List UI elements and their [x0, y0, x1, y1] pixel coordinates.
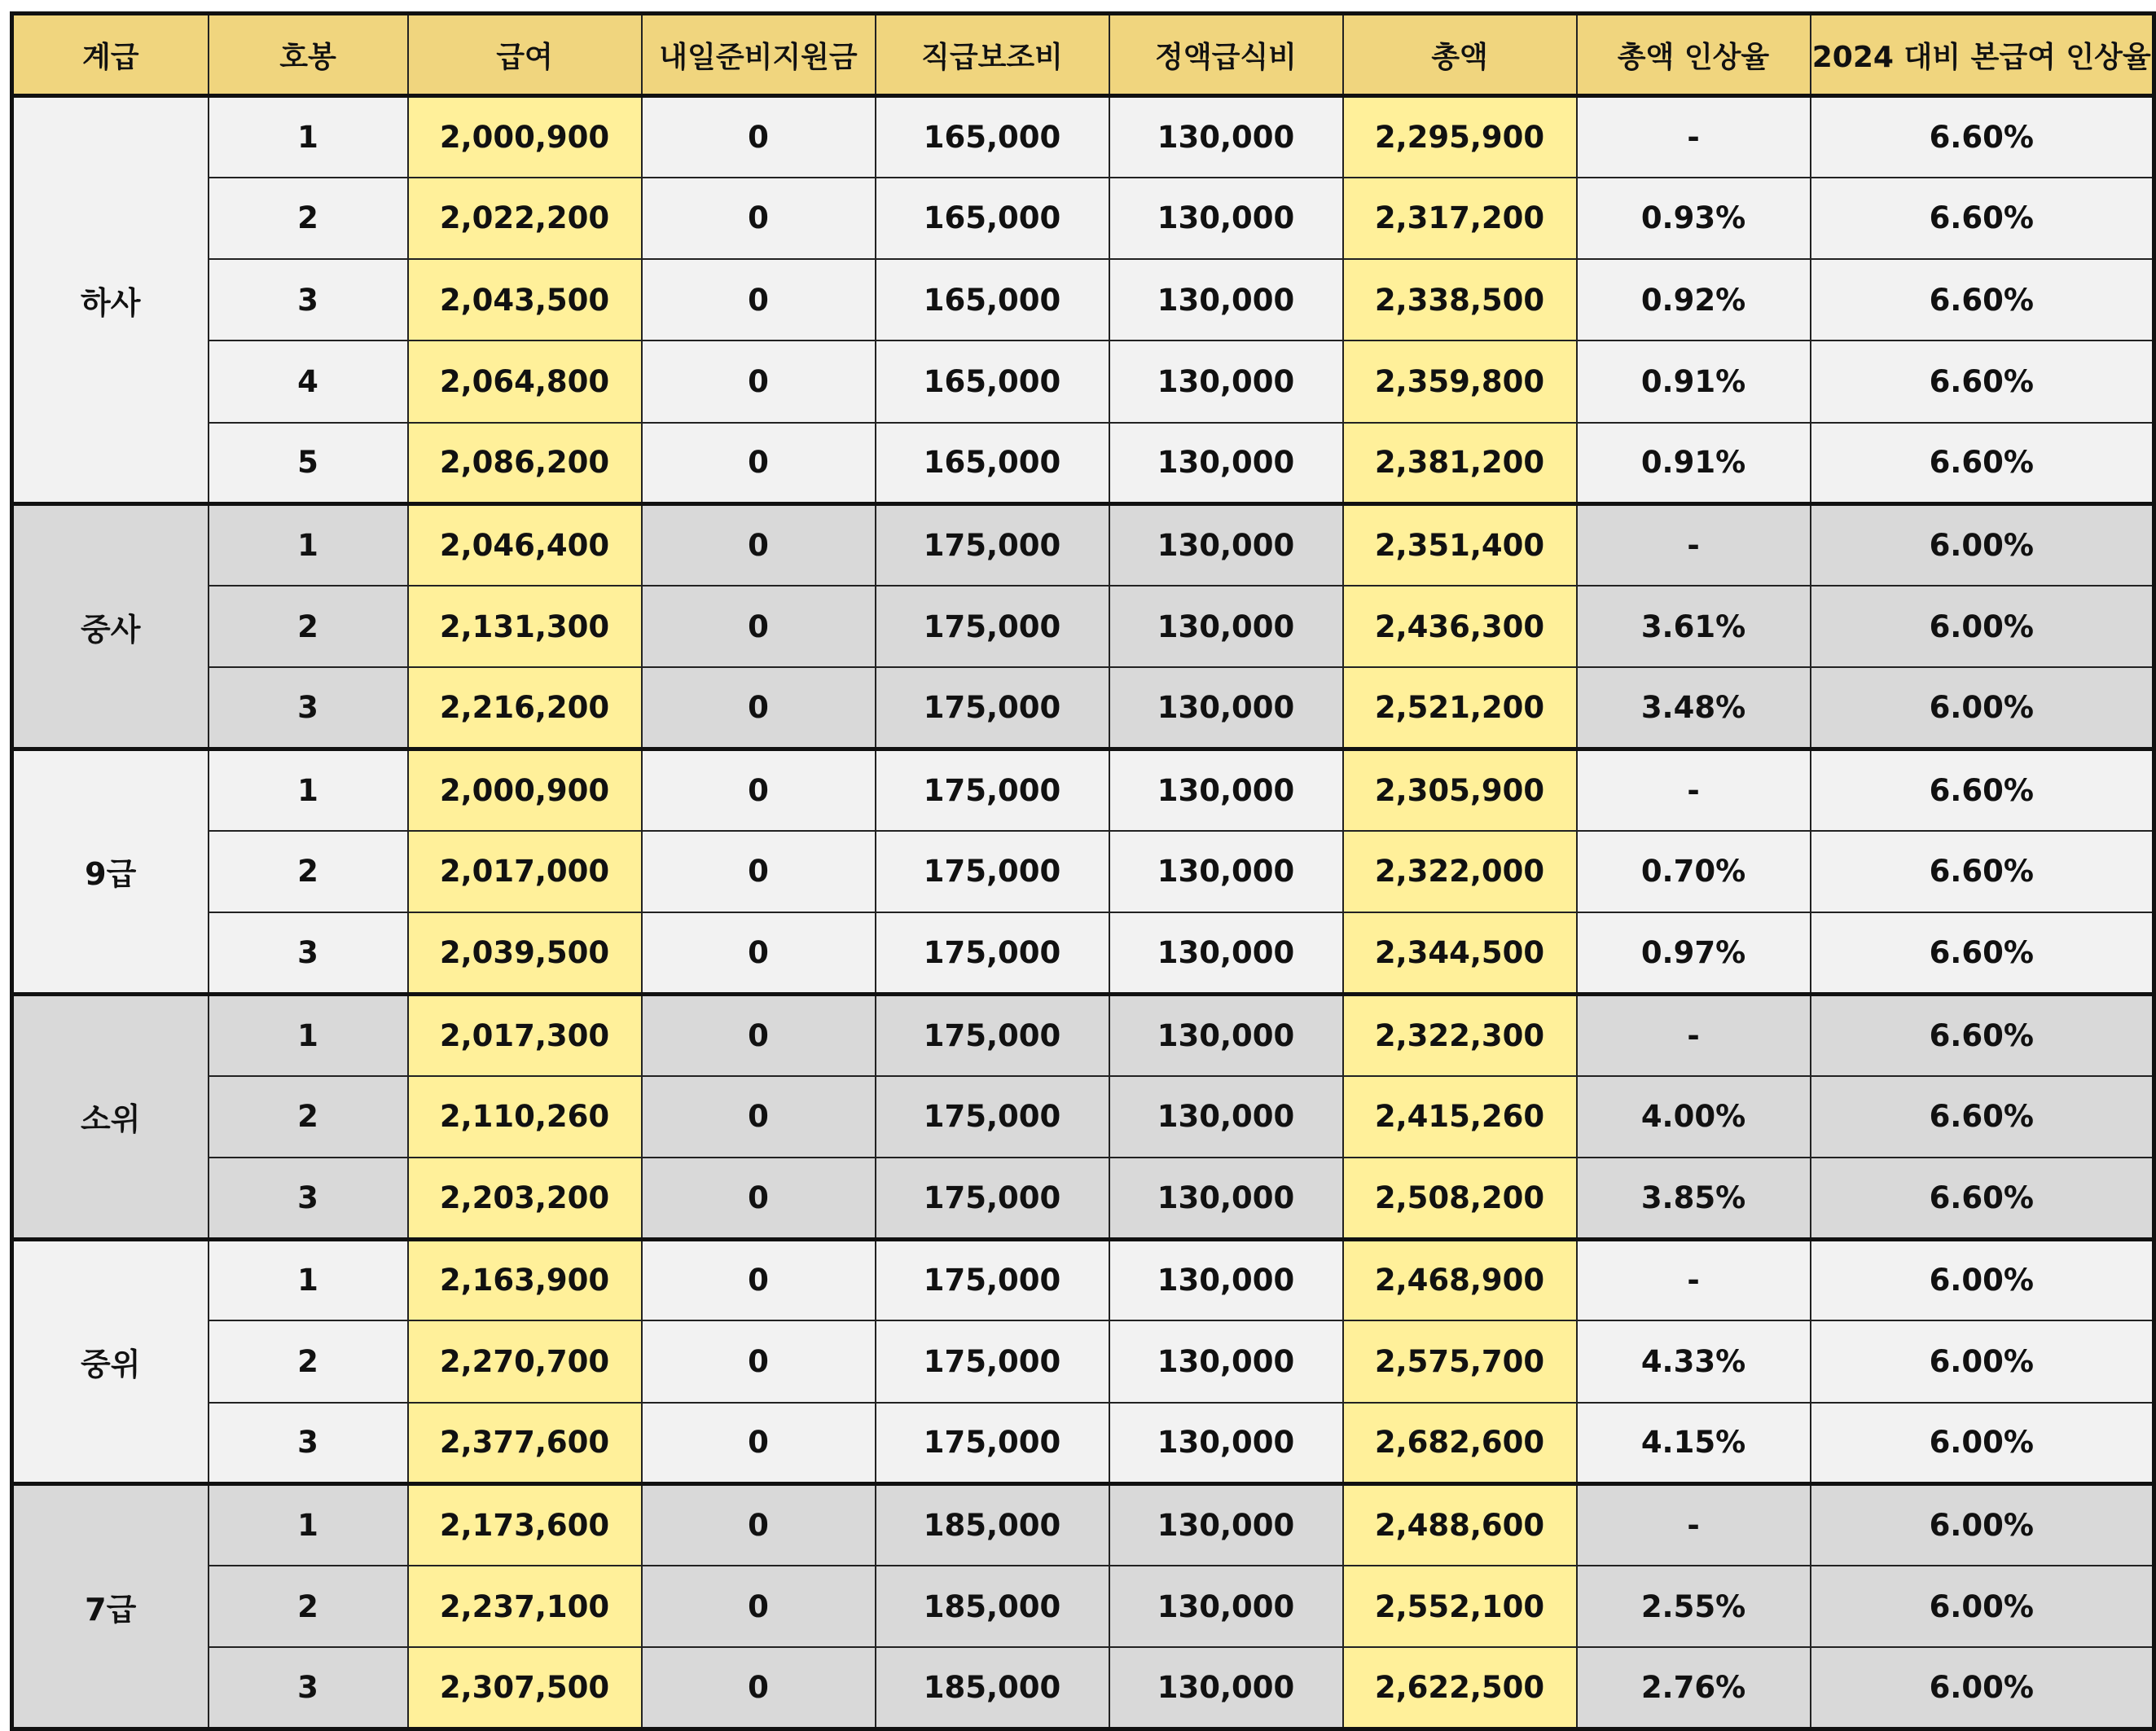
total-rate-cell: - — [1577, 749, 1811, 831]
table-row — [12, 1239, 2154, 1320]
support-cell: 0 — [642, 912, 876, 994]
rank-cell: 중사 — [12, 504, 209, 749]
total-rate-cell: 0.93% — [1577, 178, 1811, 259]
total-rate-cell: 4.33% — [1577, 1320, 1811, 1402]
allowance-cell: 175,000 — [876, 1403, 1109, 1484]
total-cell: 2,521,200 — [1343, 667, 1577, 749]
salary-cell: 2,017,000 — [408, 831, 642, 912]
total-rate-cell: - — [1577, 1484, 1811, 1566]
step-cell: 2 — [209, 586, 408, 667]
base-rate-cell: 6.60% — [1811, 423, 2154, 504]
allowance-cell: 175,000 — [876, 1239, 1109, 1320]
total-rate-cell: 0.70% — [1577, 831, 1811, 912]
salary-cell: 2,131,300 — [408, 586, 642, 667]
table-row — [12, 178, 2154, 259]
step-cell: 3 — [209, 1403, 408, 1484]
salary-cell: 2,163,900 — [408, 1239, 642, 1320]
meal-cell: 130,000 — [1109, 1320, 1343, 1402]
meal-cell: 130,000 — [1109, 96, 1343, 178]
total-rate-cell: 3.48% — [1577, 667, 1811, 749]
salary-cell: 2,017,300 — [408, 994, 642, 1075]
total-rate-cell: 0.91% — [1577, 340, 1811, 422]
salary-cell: 2,039,500 — [408, 912, 642, 994]
step-cell: 2 — [209, 831, 408, 912]
support-cell: 0 — [642, 1566, 876, 1647]
meal-cell: 130,000 — [1109, 504, 1343, 586]
base-rate-cell: 6.00% — [1811, 504, 2154, 586]
allowance-cell: 185,000 — [876, 1566, 1109, 1647]
total-rate-cell: - — [1577, 994, 1811, 1075]
base-rate-cell: 6.60% — [1811, 178, 2154, 259]
allowance-cell: 175,000 — [876, 912, 1109, 994]
table-row — [12, 1158, 2154, 1239]
base-rate-cell: 6.60% — [1811, 994, 2154, 1075]
total-cell: 2,344,500 — [1343, 912, 1577, 994]
meal-cell: 130,000 — [1109, 1647, 1343, 1729]
allowance-cell: 165,000 — [876, 340, 1109, 422]
salary-cell: 2,173,600 — [408, 1484, 642, 1566]
support-cell: 0 — [642, 749, 876, 831]
header-allowance: 직급보조비 — [876, 14, 1109, 96]
base-rate-cell: 6.60% — [1811, 1158, 2154, 1239]
table-row — [12, 1566, 2154, 1647]
allowance-cell: 165,000 — [876, 96, 1109, 178]
meal-cell: 130,000 — [1109, 1484, 1343, 1566]
table-row — [12, 96, 2154, 178]
salary-cell: 2,216,200 — [408, 667, 642, 749]
allowance-cell: 175,000 — [876, 667, 1109, 749]
meal-cell: 130,000 — [1109, 1158, 1343, 1239]
total-cell: 2,305,900 — [1343, 749, 1577, 831]
base-rate-cell: 6.60% — [1811, 912, 2154, 994]
base-rate-cell: 6.00% — [1811, 667, 2154, 749]
allowance-cell: 175,000 — [876, 1076, 1109, 1158]
step-cell: 2 — [209, 1076, 408, 1158]
base-rate-cell: 6.60% — [1811, 259, 2154, 340]
step-cell: 3 — [209, 912, 408, 994]
step-cell: 1 — [209, 504, 408, 586]
total-rate-cell: 4.15% — [1577, 1403, 1811, 1484]
total-rate-cell: 0.97% — [1577, 912, 1811, 994]
salary-cell: 2,203,200 — [408, 1158, 642, 1239]
support-cell: 0 — [642, 1076, 876, 1158]
meal-cell: 130,000 — [1109, 423, 1343, 504]
salary-cell: 2,043,500 — [408, 259, 642, 340]
meal-cell: 130,000 — [1109, 1076, 1343, 1158]
allowance-cell: 175,000 — [876, 1158, 1109, 1239]
support-cell: 0 — [642, 259, 876, 340]
salary-table — [10, 11, 2156, 1731]
meal-cell: 130,000 — [1109, 1239, 1343, 1320]
total-rate-cell: 0.92% — [1577, 259, 1811, 340]
support-cell: 0 — [642, 1239, 876, 1320]
step-cell: 3 — [209, 1647, 408, 1729]
total-rate-cell: 4.00% — [1577, 1076, 1811, 1158]
allowance-cell: 175,000 — [876, 749, 1109, 831]
table-body — [12, 96, 2154, 1729]
total-cell: 2,552,100 — [1343, 1566, 1577, 1647]
table-row — [12, 1076, 2154, 1158]
base-rate-cell: 6.60% — [1811, 340, 2154, 422]
total-cell: 2,415,260 — [1343, 1076, 1577, 1158]
base-rate-cell: 6.60% — [1811, 1076, 2154, 1158]
salary-cell: 2,046,400 — [408, 504, 642, 586]
header-total-rate: 총액 인상율 — [1577, 14, 1811, 96]
table-row — [12, 504, 2154, 586]
total-rate-cell: 2.55% — [1577, 1566, 1811, 1647]
support-cell: 0 — [642, 178, 876, 259]
step-cell: 4 — [209, 340, 408, 422]
total-cell: 2,322,000 — [1343, 831, 1577, 912]
total-cell: 2,322,300 — [1343, 994, 1577, 1075]
step-cell: 3 — [209, 667, 408, 749]
total-cell: 2,359,800 — [1343, 340, 1577, 422]
step-cell: 1 — [209, 749, 408, 831]
allowance-cell: 175,000 — [876, 504, 1109, 586]
support-cell: 0 — [642, 1647, 876, 1729]
step-cell: 3 — [209, 259, 408, 340]
rank-cell: 하사 — [12, 96, 209, 504]
support-cell: 0 — [642, 340, 876, 422]
base-rate-cell: 6.00% — [1811, 1484, 2154, 1566]
support-cell: 0 — [642, 504, 876, 586]
table-row — [12, 1320, 2154, 1402]
table-row — [12, 1403, 2154, 1484]
base-rate-cell: 6.00% — [1811, 1403, 2154, 1484]
salary-cell: 2,000,900 — [408, 96, 642, 178]
table-row — [12, 667, 2154, 749]
step-cell: 1 — [209, 1484, 408, 1566]
meal-cell: 130,000 — [1109, 259, 1343, 340]
meal-cell: 130,000 — [1109, 1566, 1343, 1647]
base-rate-cell: 6.00% — [1811, 1320, 2154, 1402]
meal-cell: 130,000 — [1109, 1403, 1343, 1484]
salary-cell: 2,377,600 — [408, 1403, 642, 1484]
table-row — [12, 912, 2154, 994]
total-rate-cell: - — [1577, 504, 1811, 586]
salary-cell: 2,086,200 — [408, 423, 642, 504]
meal-cell: 130,000 — [1109, 994, 1343, 1075]
support-cell: 0 — [642, 1320, 876, 1402]
base-rate-cell: 6.00% — [1811, 586, 2154, 667]
meal-cell: 130,000 — [1109, 667, 1343, 749]
header-support: 내일준비지원금 — [642, 14, 876, 96]
allowance-cell: 165,000 — [876, 423, 1109, 504]
allowance-cell: 165,000 — [876, 178, 1109, 259]
header-row — [12, 14, 2154, 96]
total-cell: 2,622,500 — [1343, 1647, 1577, 1729]
step-cell: 3 — [209, 1158, 408, 1239]
salary-cell: 2,270,700 — [408, 1320, 642, 1402]
meal-cell: 130,000 — [1109, 912, 1343, 994]
base-rate-cell: 6.60% — [1811, 749, 2154, 831]
meal-cell: 130,000 — [1109, 340, 1343, 422]
table-row — [12, 994, 2154, 1075]
base-rate-cell: 6.00% — [1811, 1566, 2154, 1647]
total-cell: 2,381,200 — [1343, 423, 1577, 504]
base-rate-cell: 6.60% — [1811, 831, 2154, 912]
table-row — [12, 749, 2154, 831]
base-rate-cell: 6.00% — [1811, 1647, 2154, 1729]
table-row — [12, 423, 2154, 504]
total-cell: 2,488,600 — [1343, 1484, 1577, 1566]
total-rate-cell: 3.85% — [1577, 1158, 1811, 1239]
salary-cell: 2,110,260 — [408, 1076, 642, 1158]
rank-cell: 7급 — [12, 1484, 209, 1729]
meal-cell: 130,000 — [1109, 831, 1343, 912]
support-cell: 0 — [642, 96, 876, 178]
table-row — [12, 340, 2154, 422]
rank-cell: 중위 — [12, 1239, 209, 1484]
salary-cell: 2,237,100 — [408, 1566, 642, 1647]
total-cell: 2,682,600 — [1343, 1403, 1577, 1484]
allowance-cell: 175,000 — [876, 831, 1109, 912]
support-cell: 0 — [642, 586, 876, 667]
rank-cell: 소위 — [12, 994, 209, 1239]
table-row — [12, 259, 2154, 340]
salary-cell: 2,022,200 — [408, 178, 642, 259]
header-total: 총액 — [1343, 14, 1577, 96]
support-cell: 0 — [642, 994, 876, 1075]
total-cell: 2,468,900 — [1343, 1239, 1577, 1320]
total-rate-cell: - — [1577, 1239, 1811, 1320]
header-step: 호봉 — [209, 14, 408, 96]
allowance-cell: 185,000 — [876, 1647, 1109, 1729]
salary-cell: 2,064,800 — [408, 340, 642, 422]
base-rate-cell: 6.00% — [1811, 1239, 2154, 1320]
step-cell: 2 — [209, 178, 408, 259]
support-cell: 0 — [642, 667, 876, 749]
total-cell: 2,295,900 — [1343, 96, 1577, 178]
allowance-cell: 185,000 — [876, 1484, 1109, 1566]
table-row — [12, 586, 2154, 667]
allowance-cell: 165,000 — [876, 259, 1109, 340]
total-rate-cell: 0.91% — [1577, 423, 1811, 504]
allowance-cell: 175,000 — [876, 994, 1109, 1075]
step-cell: 5 — [209, 423, 408, 504]
total-cell: 2,436,300 — [1343, 586, 1577, 667]
step-cell: 2 — [209, 1320, 408, 1402]
allowance-cell: 175,000 — [876, 1320, 1109, 1402]
total-cell: 2,575,700 — [1343, 1320, 1577, 1402]
table-row — [12, 1484, 2154, 1566]
total-cell: 2,338,500 — [1343, 259, 1577, 340]
step-cell: 1 — [209, 96, 408, 178]
table-row — [12, 831, 2154, 912]
step-cell: 2 — [209, 1566, 408, 1647]
support-cell: 0 — [642, 1158, 876, 1239]
meal-cell: 130,000 — [1109, 749, 1343, 831]
salary-cell: 2,307,500 — [408, 1647, 642, 1729]
header-base-rate: 2024 대비 본급여 인상율 — [1811, 14, 2154, 96]
total-rate-cell: 2.76% — [1577, 1647, 1811, 1729]
total-cell: 2,317,200 — [1343, 178, 1577, 259]
step-cell: 1 — [209, 994, 408, 1075]
total-cell: 2,508,200 — [1343, 1158, 1577, 1239]
support-cell: 0 — [642, 1403, 876, 1484]
support-cell: 0 — [642, 1484, 876, 1566]
support-cell: 0 — [642, 831, 876, 912]
allowance-cell: 175,000 — [876, 586, 1109, 667]
header-salary: 급여 — [408, 14, 642, 96]
table-row — [12, 1647, 2154, 1729]
base-rate-cell: 6.60% — [1811, 96, 2154, 178]
total-cell: 2,351,400 — [1343, 504, 1577, 586]
salary-cell: 2,000,900 — [408, 749, 642, 831]
meal-cell: 130,000 — [1109, 586, 1343, 667]
rank-cell: 9급 — [12, 749, 209, 995]
salary-table-frame — [10, 11, 2152, 1723]
total-rate-cell: 3.61% — [1577, 586, 1811, 667]
total-rate-cell: - — [1577, 96, 1811, 178]
header-meal: 정액급식비 — [1109, 14, 1343, 96]
meal-cell: 130,000 — [1109, 178, 1343, 259]
step-cell: 1 — [209, 1239, 408, 1320]
header-rank: 계급 — [12, 14, 209, 96]
support-cell: 0 — [642, 423, 876, 504]
